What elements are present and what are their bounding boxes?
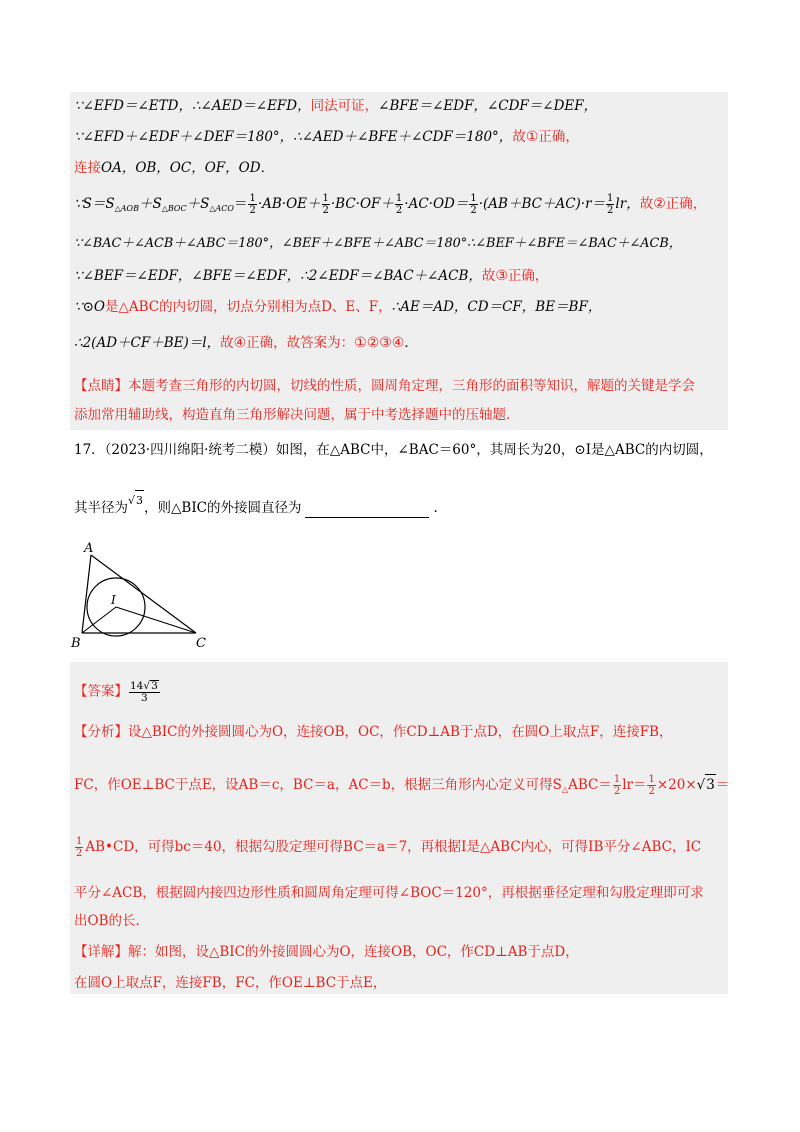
incenter-label: I bbox=[111, 593, 116, 607]
comment-line-2: 添加常用辅助线，构造直角三角形解决问题，属于中考选择题中的压轴题. bbox=[74, 407, 511, 423]
solution-line-5: ∵∠BAC＋∠ACB＋∠ABC＝180°，∠BEF＋∠BFE＋∠ABC＝180°∴∠BEF＋∠BFE＝∠BAC＋∠ACB， bbox=[74, 236, 682, 251]
fraction-half: $\frac{1}{2}$ bbox=[613, 774, 621, 797]
fraction-half: $\frac{1}{2}$ bbox=[648, 774, 655, 797]
detail-line-2: 在圆O上取点F，连接FB，FC，作OE⊥BC于点E， bbox=[74, 975, 387, 991]
fraction-half: $\frac{1}{2}$ bbox=[470, 193, 477, 216]
solution-line-4: $\because S=S_{\triangle AOB}+S_{\triangle BOC}+S_{\triangle ACO}=$ $\frac{1}{2}$ ·AB·OE＋ $\frac{1}{2}$ ·BC·OF＋ $\frac{1}{2}$ ·AC·OD＝ $\frac{1}{2}$ ·(AB＋BC＋AC)·r＝ $\frac{1}{2}$ lr，故②正确， bbox=[74, 193, 707, 216]
solution-line-1: ∵∠EFD＝∠ETD，∴∠AED＝∠EFD，同法可证，∠BFE＝∠EDF，∠CDF＝∠DEF， bbox=[74, 98, 598, 114]
question-line-1: 17．（2023·四川绵阳·统考二模）如图，在△ABC中，∠BAC＝60°，其周长为20，⊙I是△ABC的内切圆， bbox=[74, 442, 713, 458]
question-line-2: 其半径为$^{√3}$，则△BIC的外接圆直径为 . bbox=[74, 490, 438, 518]
solution-line-7: ∵⊙O是△ABC的内切圆，切点分别相为点D、E、F，∴AE＝AD，CD＝CF，BE＝BF， bbox=[74, 299, 602, 315]
detail-line-1: 【详解】解：如图，设△BIC的外接圆圆心为O，连接OB，OC，作CD⊥AB于点D， bbox=[74, 944, 579, 960]
fraction-half: $\frac{1}{2}$ bbox=[76, 836, 83, 859]
analysis-line-1: 【分析】设△BIC的外接圆圆心为O，连接OB，OC，作CD⊥AB于点D，在圆O上取点F，连接FB， bbox=[74, 724, 673, 740]
answer-fraction: $\frac{14√3}{3}$ bbox=[130, 680, 158, 704]
vertex-b-label: B bbox=[71, 636, 81, 651]
fraction-half: $\frac{1}{2}$ bbox=[395, 193, 403, 216]
solution-line-8: ∴2(AD＋CF＋BE)＝l，故④正确，故答案为：①②③④． bbox=[74, 335, 418, 351]
analysis-line-5: 出OB的长. bbox=[74, 913, 140, 929]
fraction-half: $\frac{1}{2}$ bbox=[607, 193, 614, 216]
solution-line-6: ∵∠BEF＝∠EDF，∠BFE＝∠EDF，∴2∠EDF＝∠BAC＋∠ACB，故③正确， bbox=[74, 268, 549, 284]
comment-line-1: 【点睛】本题考查三角形的内切圆，切线的性质，圆周角定理，三角形的面积等知识，解题的关键是学会 bbox=[74, 378, 695, 394]
fraction-half: $\frac{1}{2}$ bbox=[249, 193, 256, 216]
vertex-a-label: A bbox=[84, 541, 94, 556]
triangle-figure bbox=[70, 530, 220, 655]
vertex-c-label: C bbox=[196, 636, 206, 651]
solution-line-3: 连接OA，OB，OC，OF，OD． bbox=[74, 160, 275, 176]
analysis-line-3: $\frac{1}{2}$ AB•CD，可得bc＝40，根据勾股定理可得BC＝a＝7，再根据I是△ABC内心，可得IB平分∠ABC，IC bbox=[76, 836, 702, 859]
analysis-line-4: 平分∠ACB，根据圆内接四边形性质和圆周角定理可得∠BOC＝120°，再根据垂径定理和勾股定理即可求 bbox=[74, 885, 704, 901]
analysis-line-2: FC，作OE⊥BC于点E，设AB＝c，BC＝a，AC＝b，根据三角形内心定义可得$S_\triangle ABC=$ $\frac{1}{2}$ lr＝ $\frac{1}{2}$ ×20×√3＝ bbox=[74, 774, 730, 797]
solution-line-2: ∵∠EFD＋∠EDF＋∠DEF＝180°，∴∠AED＋∠BFE＋∠CDF＝180°，故①正确， bbox=[74, 129, 579, 145]
answer-line: 【答案】 $\frac{14√3}{3}$ bbox=[74, 680, 158, 704]
fraction-half: $\frac{1}{2}$ bbox=[322, 193, 329, 216]
answer-blank[interactable] bbox=[305, 503, 429, 518]
